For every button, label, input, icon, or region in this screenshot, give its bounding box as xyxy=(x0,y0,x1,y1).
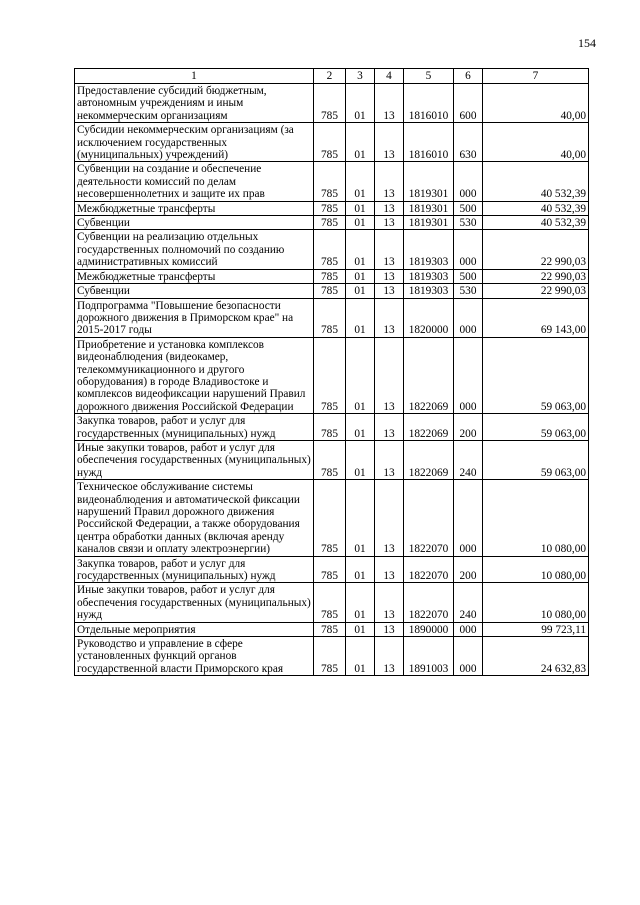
table-row xyxy=(75,230,589,269)
row-code-6: 500 xyxy=(454,201,483,215)
row-code-5: 1822069 xyxy=(404,414,454,441)
table-row xyxy=(75,556,589,583)
row-code-5: 1819303 xyxy=(404,230,454,269)
row-name: Субвенции на создание и обеспечение деятельности комиссий по делам несовершеннолетних и защите их прав xyxy=(75,162,314,201)
row-name: Иные закупки товаров, работ и услуг для обеспечения государственных (муниципальных) нужд xyxy=(75,583,314,622)
table-row xyxy=(75,284,589,298)
row-code-6: 000 xyxy=(454,637,483,676)
row-amount: 24 632,83 xyxy=(483,637,589,676)
row-amount: 40 532,39 xyxy=(483,201,589,215)
row-code-2: 785 xyxy=(314,480,346,556)
row-code-4: 13 xyxy=(375,284,404,298)
table-row xyxy=(75,216,589,230)
row-code-6: 200 xyxy=(454,414,483,441)
row-code-2: 785 xyxy=(314,414,346,441)
row-amount: 40,00 xyxy=(483,84,589,123)
row-code-2: 785 xyxy=(314,269,346,283)
row-code-3: 01 xyxy=(346,556,375,583)
row-code-5: 1819301 xyxy=(404,162,454,201)
row-code-6: 240 xyxy=(454,440,483,479)
row-amount: 10 080,00 xyxy=(483,480,589,556)
row-code-6: 000 xyxy=(454,162,483,201)
row-code-6: 000 xyxy=(454,337,483,413)
row-code-6: 000 xyxy=(454,622,483,636)
row-amount: 10 080,00 xyxy=(483,556,589,583)
row-code-5: 1891003 xyxy=(404,637,454,676)
row-code-5: 1822070 xyxy=(404,556,454,583)
row-code-2: 785 xyxy=(314,440,346,479)
row-code-3: 01 xyxy=(346,269,375,283)
table-row xyxy=(75,201,589,215)
row-code-2: 785 xyxy=(314,84,346,123)
row-code-3: 01 xyxy=(346,162,375,201)
table-row xyxy=(75,583,589,622)
column-header: 4 xyxy=(375,69,404,84)
row-name: Закупка товаров, работ и услуг для государственных (муниципальных) нужд xyxy=(75,556,314,583)
row-amount: 22 990,03 xyxy=(483,269,589,283)
row-code-5: 1822069 xyxy=(404,337,454,413)
row-code-2: 785 xyxy=(314,216,346,230)
row-code-2: 785 xyxy=(314,337,346,413)
row-code-4: 13 xyxy=(375,230,404,269)
row-code-6: 000 xyxy=(454,480,483,556)
row-code-4: 13 xyxy=(375,201,404,215)
row-name: Субвенции xyxy=(75,216,314,230)
row-code-5: 1822069 xyxy=(404,440,454,479)
row-code-2: 785 xyxy=(314,298,346,337)
row-code-4: 13 xyxy=(375,414,404,441)
row-amount: 59 063,00 xyxy=(483,440,589,479)
row-amount: 10 080,00 xyxy=(483,583,589,622)
row-code-4: 13 xyxy=(375,269,404,283)
table-row xyxy=(75,480,589,556)
row-amount: 40 532,39 xyxy=(483,216,589,230)
row-code-4: 13 xyxy=(375,440,404,479)
page-number: 154 xyxy=(578,36,596,50)
row-name: Закупка товаров, работ и услуг для государственных (муниципальных) нужд xyxy=(75,414,314,441)
row-code-3: 01 xyxy=(346,622,375,636)
row-code-2: 785 xyxy=(314,637,346,676)
row-code-5: 1819301 xyxy=(404,201,454,215)
row-code-5: 1816010 xyxy=(404,84,454,123)
row-code-2: 785 xyxy=(314,284,346,298)
row-code-3: 01 xyxy=(346,298,375,337)
table-row xyxy=(75,298,589,337)
row-code-5: 1822070 xyxy=(404,583,454,622)
row-code-4: 13 xyxy=(375,216,404,230)
row-code-4: 13 xyxy=(375,298,404,337)
row-code-5: 1819303 xyxy=(404,269,454,283)
row-code-4: 13 xyxy=(375,337,404,413)
row-code-3: 01 xyxy=(346,230,375,269)
row-code-6: 000 xyxy=(454,298,483,337)
row-code-3: 01 xyxy=(346,201,375,215)
table-row xyxy=(75,414,589,441)
row-code-6: 200 xyxy=(454,556,483,583)
table-row xyxy=(75,622,589,636)
row-name: Иные закупки товаров, работ и услуг для обеспечения государственных (муниципальных) нужд xyxy=(75,440,314,479)
row-code-5: 1819303 xyxy=(404,284,454,298)
table-row xyxy=(75,440,589,479)
row-code-5: 1820000 xyxy=(404,298,454,337)
row-code-3: 01 xyxy=(346,216,375,230)
column-header: 1 xyxy=(75,69,314,84)
row-name: Межбюджетные трансферты xyxy=(75,201,314,215)
table-row xyxy=(75,637,589,676)
row-amount: 99 723,11 xyxy=(483,622,589,636)
row-amount: 59 063,00 xyxy=(483,337,589,413)
row-amount: 59 063,00 xyxy=(483,414,589,441)
row-code-2: 785 xyxy=(314,556,346,583)
row-code-6: 530 xyxy=(454,284,483,298)
row-code-3: 01 xyxy=(346,440,375,479)
row-code-2: 785 xyxy=(314,201,346,215)
table-header-row xyxy=(75,69,589,84)
column-header: 7 xyxy=(483,69,589,84)
row-code-6: 530 xyxy=(454,216,483,230)
row-code-6: 500 xyxy=(454,269,483,283)
row-code-2: 785 xyxy=(314,622,346,636)
table-row xyxy=(75,269,589,283)
row-code-4: 13 xyxy=(375,84,404,123)
row-code-5: 1816010 xyxy=(404,123,454,162)
row-code-4: 13 xyxy=(375,480,404,556)
table-row xyxy=(75,162,589,201)
row-name: Предоставление субсидий бюджетным, автономным учреждениям и иным некоммерческим организациям xyxy=(75,84,314,123)
row-amount: 40,00 xyxy=(483,123,589,162)
row-code-4: 13 xyxy=(375,123,404,162)
row-code-2: 785 xyxy=(314,123,346,162)
row-code-3: 01 xyxy=(346,583,375,622)
row-amount: 22 990,03 xyxy=(483,230,589,269)
column-header: 3 xyxy=(346,69,375,84)
row-code-6: 600 xyxy=(454,84,483,123)
row-code-2: 785 xyxy=(314,583,346,622)
row-code-3: 01 xyxy=(346,414,375,441)
row-name: Техническое обслуживание системы видеонаблюдения и автоматической фиксации нарушений Правил дорожного движения Российской Федерации, а также оборудования центра обработки данных (включая аренду каналов связи и оплату электроэнергии) xyxy=(75,480,314,556)
row-name: Субсидии некоммерческим организациям (за исключением государственных (муниципальных) учреждений) xyxy=(75,123,314,162)
row-code-5: 1819301 xyxy=(404,216,454,230)
row-amount: 69 143,00 xyxy=(483,298,589,337)
row-amount: 40 532,39 xyxy=(483,162,589,201)
row-code-6: 630 xyxy=(454,123,483,162)
column-header: 2 xyxy=(314,69,346,84)
table-row xyxy=(75,337,589,413)
column-header: 6 xyxy=(454,69,483,84)
budget-table xyxy=(74,68,589,676)
row-code-3: 01 xyxy=(346,123,375,162)
row-name: Межбюджетные трансферты xyxy=(75,269,314,283)
row-code-5: 1822070 xyxy=(404,480,454,556)
row-code-3: 01 xyxy=(346,284,375,298)
row-name: Подпрограмма "Повышение безопасности дорожного движения в Приморском крае" на 2015-2017 годы xyxy=(75,298,314,337)
row-code-3: 01 xyxy=(346,480,375,556)
row-code-5: 1890000 xyxy=(404,622,454,636)
row-name: Субвенции xyxy=(75,284,314,298)
row-code-2: 785 xyxy=(314,162,346,201)
row-code-3: 01 xyxy=(346,337,375,413)
table-row xyxy=(75,84,589,123)
row-code-4: 13 xyxy=(375,162,404,201)
table-row xyxy=(75,123,589,162)
row-code-4: 13 xyxy=(375,622,404,636)
row-amount: 22 990,03 xyxy=(483,284,589,298)
row-code-4: 13 xyxy=(375,556,404,583)
row-code-6: 240 xyxy=(454,583,483,622)
row-code-6: 000 xyxy=(454,230,483,269)
row-name: Приобретение и установка комплексов видеонаблюдения (видеокамер, телекоммуникационного и другого оборудования) в городе Владивостоке и комплексов видеофиксации нарушений Правил дорожного движения Российской Федерации xyxy=(75,337,314,413)
row-name: Руководство и управление в сфере установленных функций органов государственной власти Приморского края xyxy=(75,637,314,676)
row-name: Субвенции на реализацию отдельных государственных полномочий по созданию административных комиссий xyxy=(75,230,314,269)
column-header: 5 xyxy=(404,69,454,84)
row-code-2: 785 xyxy=(314,230,346,269)
row-name: Отдельные мероприятия xyxy=(75,622,314,636)
row-code-4: 13 xyxy=(375,583,404,622)
row-code-4: 13 xyxy=(375,637,404,676)
row-code-3: 01 xyxy=(346,84,375,123)
row-code-3: 01 xyxy=(346,637,375,676)
